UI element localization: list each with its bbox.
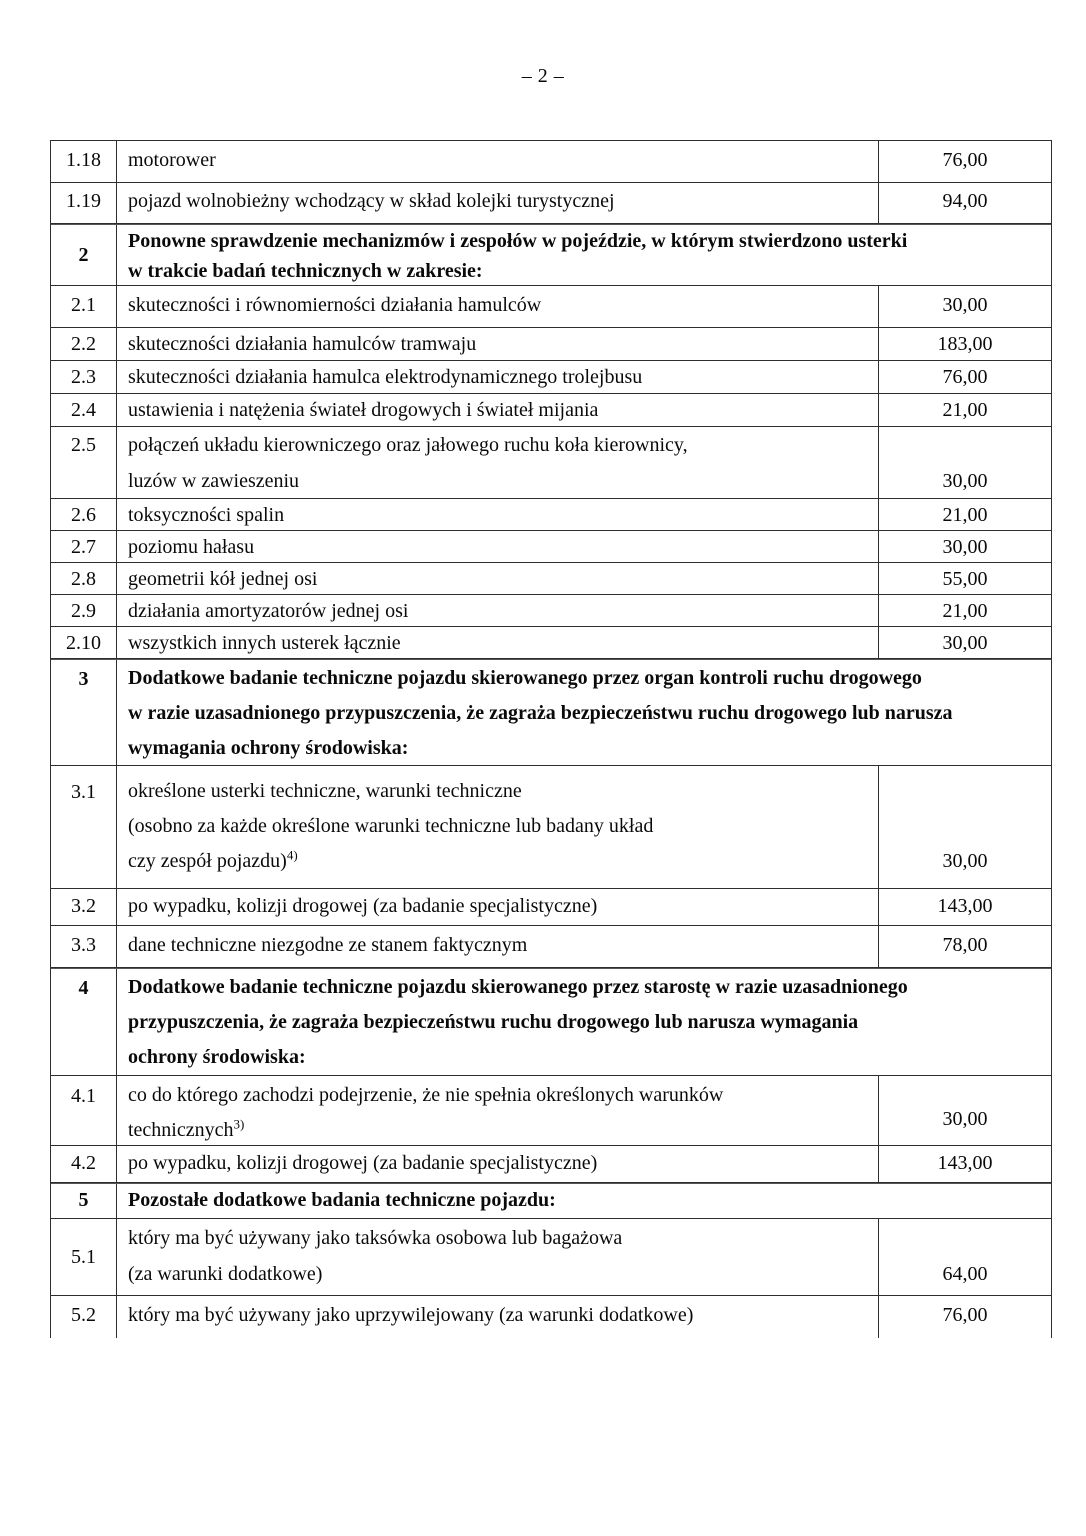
table-row bbox=[51, 926, 1051, 968]
row-number: 2.7 bbox=[51, 531, 117, 562]
row-description: działania amortyzatorów jednej osi bbox=[128, 600, 409, 622]
row-price: 30,00 bbox=[878, 627, 1051, 658]
row-number: 5.2 bbox=[51, 1296, 117, 1338]
row-price: 21,00 bbox=[878, 595, 1051, 626]
table-row bbox=[51, 1219, 1051, 1296]
section-number: 3 bbox=[51, 660, 117, 765]
row-description: po wypadku, kolizji drogowej (za badanie specjalistyczne) bbox=[128, 1152, 598, 1174]
row-price: 30,00 bbox=[878, 427, 1051, 498]
table-row bbox=[51, 563, 1051, 595]
description-line: (osobno za każde określone warunki techniczne lub badany układ bbox=[128, 815, 654, 837]
row-price: 94,00 bbox=[878, 183, 1051, 223]
description-line: co do którego zachodzi podejrzenie, że nie spełnia określonych warunków bbox=[128, 1084, 724, 1106]
row-price: 30,00 bbox=[878, 531, 1051, 562]
row-number: 1.19 bbox=[51, 183, 117, 223]
row-number: 2.3 bbox=[51, 361, 117, 393]
row-description: ustawienia i natężenia świateł drogowych i świateł mijania bbox=[128, 399, 599, 421]
row-price: 78,00 bbox=[878, 926, 1051, 967]
row-price: 21,00 bbox=[878, 394, 1051, 426]
page-number: – 2 – bbox=[521, 65, 565, 87]
table-row bbox=[51, 531, 1051, 563]
table-row bbox=[51, 499, 1051, 531]
row-description bbox=[117, 1219, 878, 1295]
row-number: 2.4 bbox=[51, 394, 117, 426]
fee-table bbox=[50, 140, 1052, 1338]
table-row bbox=[51, 141, 1051, 183]
table-row bbox=[51, 361, 1051, 394]
table-row bbox=[51, 427, 1051, 499]
row-price: 64,00 bbox=[878, 1219, 1051, 1295]
description-line: luzów w zawieszeniu bbox=[128, 470, 300, 492]
row-number: 2.9 bbox=[51, 595, 117, 626]
row-number: 2.5 bbox=[51, 427, 117, 498]
table-row bbox=[51, 1146, 1051, 1183]
table-row bbox=[51, 1076, 1051, 1146]
table-section-row bbox=[51, 659, 1051, 766]
section-title-line: Dodatkowe badanie techniczne pojazdu skierowanego przez organ kontroli ruchu drogowego bbox=[128, 667, 922, 689]
row-number: 2.8 bbox=[51, 563, 117, 594]
section-title-line: Dodatkowe badanie techniczne pojazdu skierowanego przez starostę w razie uzasadnionego bbox=[128, 976, 908, 998]
table-row bbox=[51, 1296, 1051, 1338]
section-title-line: ochrony środowiska: bbox=[128, 1046, 306, 1068]
table-section-row bbox=[51, 224, 1051, 286]
section-title-line: w razie uzasadnionego przypuszczenia, że zagraża bezpieczeństwu ruchu drogowego lub narusza bbox=[128, 702, 953, 724]
section-number: 2 bbox=[51, 225, 117, 285]
row-description: skuteczności działania hamulca elektrodynamicznego trolejbusu bbox=[128, 366, 643, 388]
description-line: który ma być używany jako taksówka osobowa lub bagażowa bbox=[128, 1227, 623, 1249]
description-line: połączeń układu kierowniczego oraz jałowego ruchu koła kierownicy, bbox=[128, 434, 688, 456]
row-price: 21,00 bbox=[878, 499, 1051, 530]
table-section-row bbox=[51, 1183, 1051, 1219]
section-title-line: wymagania ochrony środowiska: bbox=[128, 737, 409, 759]
row-price: 76,00 bbox=[878, 141, 1051, 182]
row-price: 30,00 bbox=[878, 1076, 1051, 1145]
row-price: 76,00 bbox=[878, 361, 1051, 393]
table-row bbox=[51, 328, 1051, 361]
row-description bbox=[117, 766, 878, 888]
section-title bbox=[117, 1184, 1051, 1218]
row-description: motorower bbox=[128, 149, 216, 171]
row-price: 183,00 bbox=[878, 328, 1051, 360]
table-row bbox=[51, 183, 1051, 224]
section-title-line: Ponowne sprawdzenie mechanizmów i zespołów w pojeździe, w którym stwierdzono usterki bbox=[128, 230, 908, 252]
table-row bbox=[51, 627, 1051, 659]
row-number: 5.1 bbox=[51, 1219, 117, 1295]
table-row bbox=[51, 766, 1051, 889]
row-price: 143,00 bbox=[878, 889, 1051, 925]
row-description: wszystkich innych usterek łącznie bbox=[128, 632, 401, 654]
row-number: 1.18 bbox=[51, 141, 117, 182]
row-number: 2.6 bbox=[51, 499, 117, 530]
row-number: 2.10 bbox=[51, 627, 117, 658]
row-number: 3.1 bbox=[51, 766, 117, 888]
description-line: czy zespół pojazdu)$^{4)}$ bbox=[128, 847, 298, 872]
row-number: 3.2 bbox=[51, 889, 117, 925]
row-price: 55,00 bbox=[878, 563, 1051, 594]
row-number: 2.1 bbox=[51, 286, 117, 327]
row-description: po wypadku, kolizji drogowej (za badanie specjalistyczne) bbox=[128, 895, 598, 917]
table-section-row bbox=[51, 968, 1051, 1076]
section-title bbox=[117, 969, 1051, 1075]
row-price: 30,00 bbox=[878, 286, 1051, 327]
row-description: poziomu hałasu bbox=[128, 536, 255, 558]
section-title bbox=[117, 225, 1051, 285]
row-description: toksyczności spalin bbox=[128, 504, 285, 526]
table-row bbox=[51, 889, 1051, 926]
row-number: 2.2 bbox=[51, 328, 117, 360]
row-description: który ma być używany jako uprzywilejowany (za warunki dodatkowe) bbox=[128, 1304, 694, 1326]
row-price: 143,00 bbox=[878, 1146, 1051, 1182]
row-number: 4.2 bbox=[51, 1146, 117, 1182]
description-line: określone usterki techniczne, warunki techniczne bbox=[128, 780, 522, 802]
section-title bbox=[117, 660, 1051, 765]
section-title-line: przypuszczenia, że zagraża bezpieczeństwu ruchu drogowego lub narusza wymagania bbox=[128, 1011, 859, 1033]
section-number: 4 bbox=[51, 969, 117, 1075]
row-description: dane techniczne niezgodne ze stanem faktycznym bbox=[128, 934, 528, 956]
row-description: pojazd wolnobieżny wchodzący w skład kolejki turystycznej bbox=[128, 190, 615, 212]
table-row bbox=[51, 595, 1051, 627]
table-row bbox=[51, 394, 1051, 427]
description-line: technicznych$^{3)}$ bbox=[128, 1116, 245, 1141]
table-row bbox=[51, 286, 1051, 328]
row-number: 3.3 bbox=[51, 926, 117, 967]
footnote-ref: 3) bbox=[233, 1116, 245, 1132]
section-title-line: Pozostałe dodatkowe badania techniczne pojazdu: bbox=[128, 1189, 556, 1211]
section-title-line: w trakcie badań technicznych w zakresie: bbox=[128, 260, 483, 282]
section-number: 5 bbox=[51, 1184, 117, 1218]
row-description: skuteczności i równomierności działania hamulców bbox=[128, 294, 542, 316]
row-price: 76,00 bbox=[878, 1296, 1051, 1338]
description-line: (za warunki dodatkowe) bbox=[128, 1263, 323, 1285]
row-number: 4.1 bbox=[51, 1076, 117, 1145]
row-description: skuteczności działania hamulców tramwaju bbox=[128, 333, 477, 355]
row-price: 30,00 bbox=[878, 766, 1051, 888]
row-description: geometrii kół jednej osi bbox=[128, 568, 318, 590]
row-description bbox=[117, 1076, 878, 1145]
footnote-ref: 4) bbox=[286, 847, 298, 863]
row-description bbox=[117, 427, 878, 498]
